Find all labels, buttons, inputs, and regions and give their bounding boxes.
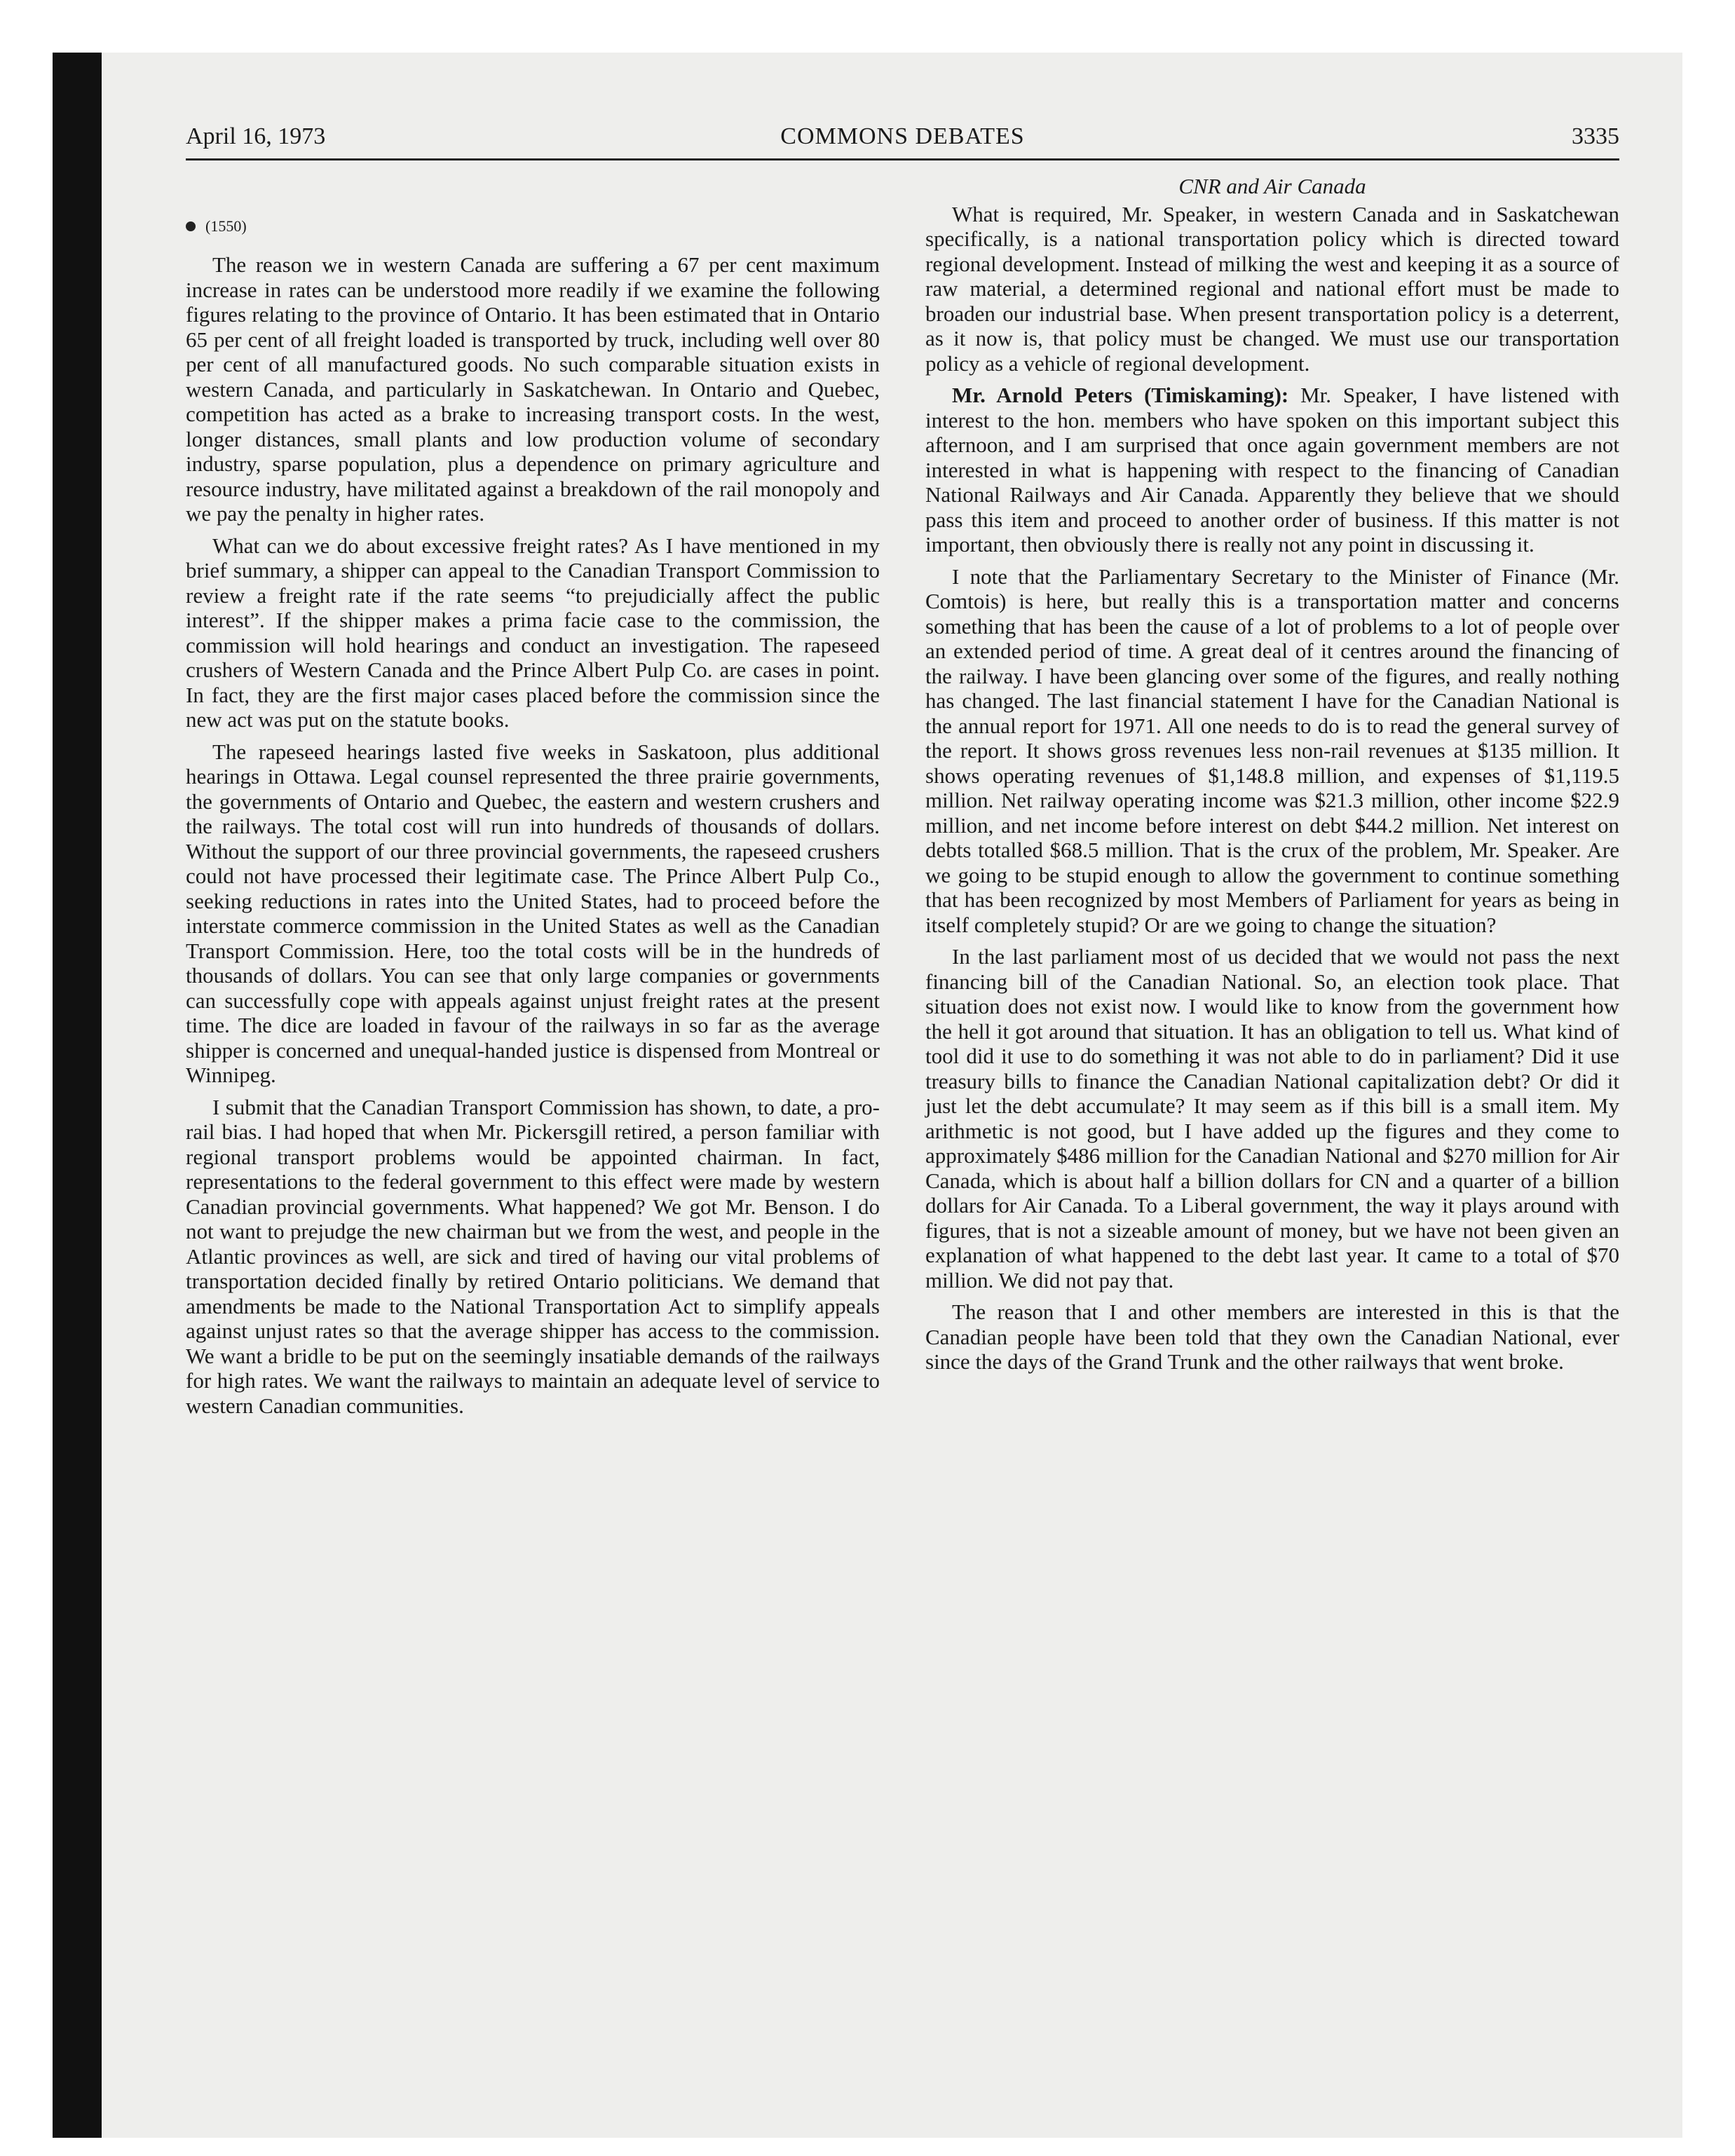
paragraph: In the last parliament most of us decided that we would not pass the next financing bill of the Canadian National. So, an election took place. That situation does not exist now. I would like to know from the government how the hell it got around that situation. It has an obligation to tell us. What kind of tool did it use to do something it was not able to do in parliament? Did it use treasury bills to finance the Canadian National capitalization debt? Or did it just let the debt accumulate? It may seem as if this bill is a small item. My arithmetic is not good, but I have added up the figures and they come to approximately $486 million for the Canadian National and $270 million for Air Canada, which is about half a billion dollars for CN and a quarter of a billion dollars for Air Canada. To a Liberal government, the way it plays around with figures, that is not a sizeable amount of money, but we have not been given an explanation of what happened to the debt last year. It came to a total of $70 million. We did not pay that. (925, 944, 1619, 1292)
speaker-name: Mr. Arnold Peters (Timiskaming): (952, 383, 1289, 407)
scan-edge-shadow (53, 53, 102, 2138)
speaker-text: Mr. Speaker, I have listened with interest to the hon. members who have spoken on this important subject this afternoon, and I am surprised that once again government members are not interested in what is happening with respect to the financing of Canadian National Railways and Air Canada. Apparently they believe that we should pass this item and proceed to another order of business. If this matter is not important, then obviously there is really not any point in discussing it. (925, 383, 1620, 557)
header-date: April 16, 1973 (186, 123, 326, 149)
paragraph: The rapeseed hearings lasted five weeks in Saskatoon, plus additional hearings in Ottawa. Legal counsel represented the three prairie governments, the governments of Ontario and Quebec, the eastern and western crushers and the railways. The total cost will run into hundreds of thousands of dollars. Without the support of our three provincial governments, the rapeseed crushers could not have processed their legitimate case. The Prince Albert Pulp Co., seeking reductions in rates into the United States, had to proceed before the interstate commerce commission in the United States as well as the Canadian Transport Commission. Here, too the total costs will be in the hundreds of thousands of dollars. You can see that only large companies or governments can successfully cope with appeals against unjust freight rates at the present time. The dice are loaded in favour of the railways in so far as the average shipper is concerned and unequal-handed justice is dispensed from Montreal or Winnipeg. (186, 739, 880, 1087)
time-marker-label: (1550) (205, 217, 247, 235)
header-title: COMMONS DEBATES (780, 123, 1025, 149)
right-column (925, 174, 1619, 1381)
left-column (186, 174, 880, 1425)
paragraph: I note that the Parliamentary Secretary to the Minister of Finance (Mr. Comtois) is here, but really this is a transportation matter and concerns something that has been the cause of a lot of problems to a lot of people over an extended period of time. A great deal of it centres around the financing of the railway. I have been glancing over some of the figures, and really nothing has changed. The last financial statement I have for the Canadian National is the annual report for 1971. All one needs to do is to read the general survey of the report. It shows gross revenues less non-rail revenues at $135 million. It shows operating revenues of $1,148.8 million, and expenses of $1,119.5 million. Net railway operating income was $21.3 million, other income $22.9 million, and net income before interest on debt $44.2 million. Net interest on debts totalled $68.5 million. That is the crux of the problem, Mr. Speaker. Are we going to be stupid enough to allow the government to continue something that has been recognized by most Members of Parliament for years as being in itself completely stupid? Or are we going to change the situation? (925, 564, 1619, 937)
paragraph: I submit that the Canadian Transport Commission has shown, to date, a pro-rail bias. I had hoped that when Mr. Pickersgill retired, a person familiar with regional transport problems would be appointed chairman. In fact, representations to the federal government to this effect were made by western Canadian provincial governments. What happened? We got Mr. Benson. I do not want to prejudge the new chairman but we from the west, and people in the Atlantic provinces as well, are sick and tired of having our vital problems of transportation decided finally by retired Ontario politicians. We demand that amendments be made to the National Transportation Act to simplify appeals against unjust rates so that the average shipper has access to the commission. We want a bridle to be put on the seemingly insatiable demands of the railways for high rates. We want the railways to maintain an adequate level of service to western Canadian communities. (186, 1094, 880, 1418)
paragraph: What can we do about excessive freight rates? As I have mentioned in my brief summary, a shipper can appeal to the Canadian Transport Commission to review a freight rate if the rate seems “to prejudicially affect the public interest”. If the shipper makes a prima facie case to the commission, the commission will hold hearings and conduct an investigation. The rapeseed crushers of Western Canada and the Prince Albert Pulp Co. are cases in point. In fact, they are the first major cases placed before the commission since the new act was put on the statute books. (186, 533, 880, 732)
bullet-icon (186, 221, 196, 231)
paragraph: The reason that I and other members are interested in this is that the Canadian people have been told that they own the Canadian National, ever since the days of the Grand Trunk and the other railways that went broke. (925, 1299, 1619, 1374)
paragraph: The reason we in western Canada are suffering a 67 per cent maximum increase in rates can be understood more readily if we examine the following figures relating to the province of Ontario. It has been estimated that in Ontario 65 per cent of all freight loaded is transported by truck, including well over 80 per cent of all manufactured goods. No such comparable situation exists in western Canada, and particularly in Saskatchewan. In Ontario and Quebec, competition has acted as a brake to increasing transport costs. In the west, longer distances, small plants and low production volume of secondary industry, sparse population, plus a dependence on primary agriculture and resource industry, have militated against a breakdown of the rail monopoly and we pay the penalty in higher rates. (186, 252, 880, 526)
speaker-paragraph (925, 383, 1619, 557)
page-number: 3335 (1572, 123, 1619, 149)
section-heading: CNR and Air Canada (1178, 174, 1366, 198)
time-marker (186, 217, 880, 236)
paragraph: What is required, Mr. Speaker, in western Canada and in Saskatchewan specifically, is a national transportation policy which is directed toward regional development. Instead of milking the west and keeping it as a source of raw material, a determined regional and national effort must be made to broaden our industrial base. When present transportation policy is a deterrent, as it now is, that policy must be changed. We must use our transportation policy as a vehicle of regional development. (925, 201, 1619, 376)
page-header (186, 119, 1619, 161)
